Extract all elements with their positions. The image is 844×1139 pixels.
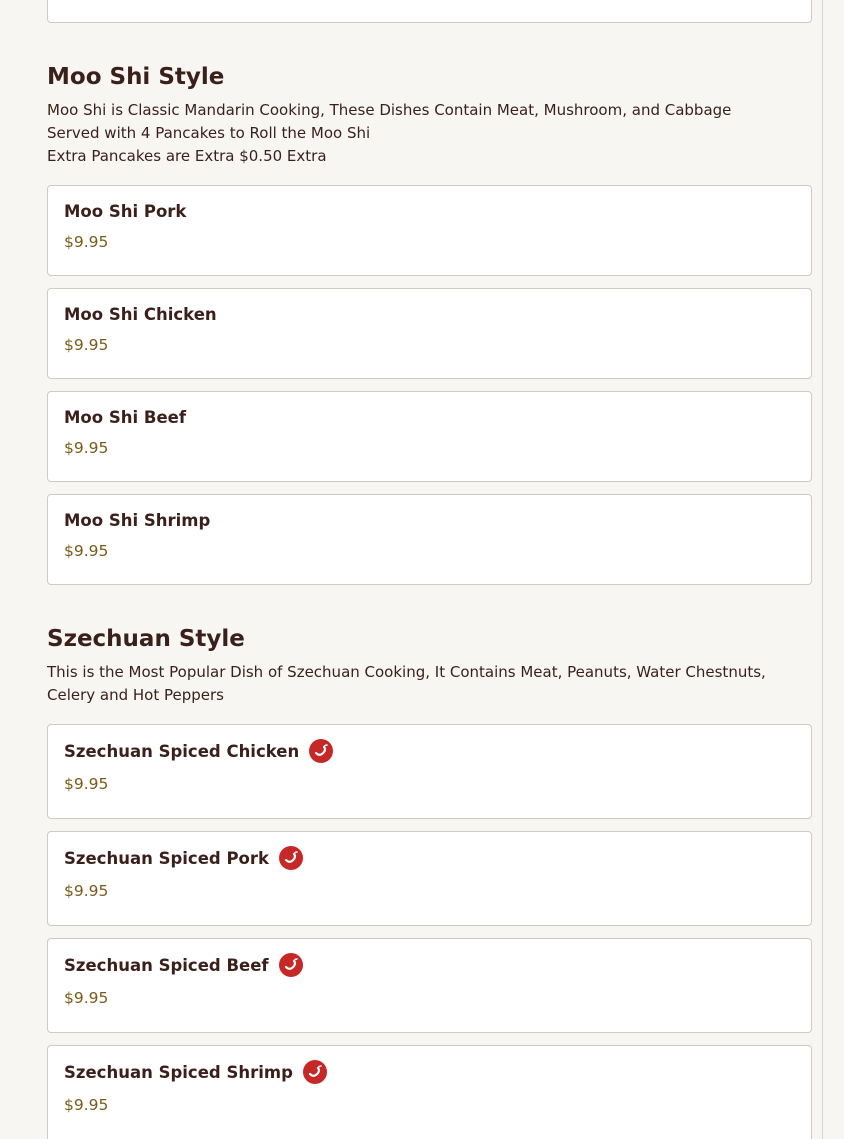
item-name: Szechuan Spiced Beef (64, 955, 269, 975)
chili-pepper-icon (279, 846, 303, 870)
chili-pepper-icon (279, 953, 303, 977)
item-name-row (64, 739, 795, 763)
item-name-row (64, 846, 795, 870)
item-name: Moo Shi Shrimp (64, 511, 211, 530)
chili-pepper-icon (309, 739, 333, 763)
section-title: Moo Shi Style (47, 64, 225, 90)
item-name: Moo Shi Chicken (64, 305, 217, 324)
item-name: Moo Shi Beef (64, 408, 187, 427)
item-name-row (64, 953, 795, 977)
item-price: $9.95 (64, 989, 109, 1007)
menu-item-card[interactable] (47, 831, 812, 926)
item-price: $9.95 (64, 439, 109, 457)
section-title: Szechuan Style (47, 626, 245, 652)
item-price: $9.95 (64, 336, 109, 354)
menu-item-card[interactable] (47, 494, 812, 585)
item-price: $9.95 (64, 542, 109, 560)
menu-item-card[interactable] (47, 185, 812, 276)
chili-pepper-icon (303, 1060, 327, 1084)
menu-item-card[interactable] (47, 724, 812, 819)
menu-item-card[interactable] (47, 938, 812, 1033)
item-price: $9.95 (64, 775, 109, 793)
menu-item-card[interactable] (47, 391, 812, 482)
item-price: $9.95 (64, 1096, 109, 1114)
menu-item-card-partial[interactable] (47, 0, 812, 23)
item-name: Szechuan Spiced Shrimp (64, 1062, 293, 1082)
section-description: This is the Most Popular Dish of Szechuan Cooking, It Contains Meat, Peanuts, Water Chestnuts, Celery and Hot Peppers (47, 663, 766, 704)
menu-item-card[interactable] (47, 1045, 812, 1139)
section-description-line: Served with 4 Pancakes to Roll the Moo Shi (47, 124, 371, 142)
item-name: Szechuan Spiced Pork (64, 848, 269, 868)
menu-item-card[interactable] (47, 288, 812, 379)
item-name: Szechuan Spiced Chicken (64, 741, 300, 761)
item-name-row (64, 1060, 795, 1084)
section-description-line: Extra Pancakes are Extra $0.50 Extra (47, 147, 327, 165)
section-description-line: Moo Shi is Classic Mandarin Cooking, These Dishes Contain Meat, Mushroom, and Cabbage (47, 101, 732, 119)
item-price: $9.95 (64, 233, 109, 251)
item-name: Moo Shi Pork (64, 202, 187, 221)
page-divider (822, 0, 823, 1139)
item-price: $9.95 (64, 882, 109, 900)
